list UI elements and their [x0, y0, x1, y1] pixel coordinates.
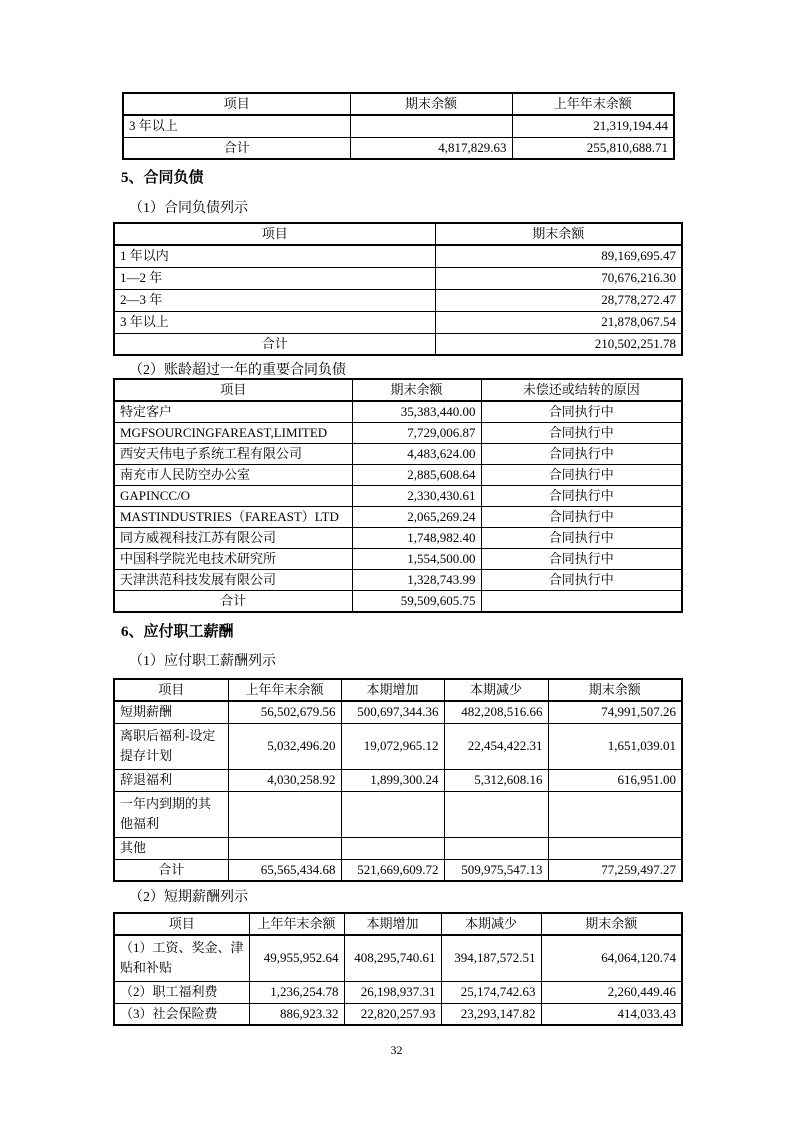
table-row — [114, 401, 682, 423]
header-cell: 项目 — [114, 223, 435, 245]
header-cell: 期末余额 — [350, 93, 512, 115]
header-cell: 上年年末余额 — [249, 913, 344, 935]
table-row — [114, 769, 682, 791]
amount-cell: 49,955,952.64 — [249, 935, 344, 981]
amount-cell: 616,951.00 — [548, 769, 682, 791]
amount-cell: 19,072,965.12 — [341, 723, 444, 769]
table-row — [114, 723, 682, 769]
amount-cell: 500,697,344.36 — [341, 701, 444, 723]
amount-cell — [228, 791, 341, 837]
amount-cell — [548, 791, 682, 837]
header-cell: 本期减少 — [444, 679, 548, 701]
table-row — [114, 837, 682, 859]
table-row — [114, 486, 682, 507]
reason-cell: 合同执行中 — [481, 549, 682, 570]
amount-cell: 2,065,269.24 — [352, 507, 481, 528]
row-label-cell: 3 年以上 — [114, 311, 435, 333]
table-row — [114, 570, 682, 591]
amount-cell: 886,923.32 — [249, 1003, 344, 1025]
amount-cell: 2,885,608.64 — [352, 465, 481, 486]
amount-cell: 5,312,608.16 — [444, 769, 548, 791]
table-row — [114, 311, 682, 333]
reason-cell: 合同执行中 — [481, 423, 682, 444]
amount-cell: 1,554,500.00 — [352, 549, 481, 570]
amount-cell: 521,669,609.72 — [341, 859, 444, 881]
header-cell: 项目 — [114, 913, 249, 935]
amount-cell — [341, 837, 444, 859]
amount-cell: 5,032,496.20 — [228, 723, 341, 769]
row-label-cell: 天津洪范科技发展有限公司 — [114, 570, 352, 591]
row-label-cell: GAPINCC/O — [114, 486, 352, 507]
amount-cell: 4,030,258.92 — [228, 769, 341, 791]
amount-cell: 65,565,434.68 — [228, 859, 341, 881]
reason-cell: 合同执行中 — [481, 465, 682, 486]
amount-cell — [341, 791, 444, 837]
amount-cell: 22,820,257.93 — [344, 1003, 441, 1025]
header-cell: 上年年末余额 — [512, 93, 674, 115]
amount-cell: 1,899,300.24 — [341, 769, 444, 791]
row-label-cell: 短期薪酬 — [114, 701, 228, 723]
row-label-cell: 合计 — [114, 333, 435, 355]
amount-cell: 1,651,039.01 — [548, 723, 682, 769]
table-row — [123, 115, 674, 137]
table-row — [114, 465, 682, 486]
table-row — [114, 267, 682, 289]
amount-cell: 70,676,216.30 — [435, 267, 682, 289]
row-label-cell: MGFSOURCINGFAREAST,LIMITED — [114, 423, 352, 444]
reason-cell: 合同执行中 — [481, 528, 682, 549]
row-label-cell: 一年内到期的其他福利 — [114, 791, 228, 837]
amount-cell: 2,260,449.46 — [541, 981, 682, 1003]
amount-cell: 23,293,147.82 — [441, 1003, 541, 1025]
page-number: 32 — [390, 1043, 403, 1057]
header-cell: 项目 — [114, 679, 228, 701]
table-total-row — [114, 333, 682, 355]
amount-cell: 4,817,829.63 — [350, 137, 512, 159]
amount-cell: 1,748,982.40 — [352, 528, 481, 549]
table-row — [114, 444, 682, 465]
table-header-row — [123, 93, 674, 115]
table-total-row — [123, 137, 674, 159]
table-row — [114, 245, 682, 267]
row-label-cell: 合计 — [123, 137, 350, 159]
section-5-heading: 5、合同负债 — [121, 170, 204, 186]
row-label-cell: 辞退福利 — [114, 769, 228, 791]
header-cell: 期末余额 — [352, 379, 481, 401]
row-label-cell: 1 年以内 — [114, 245, 435, 267]
row-label-cell: （1）工资、奖金、津贴和补贴 — [114, 935, 249, 981]
header-cell: 本期增加 — [341, 679, 444, 701]
header-cell: 期末余额 — [548, 679, 682, 701]
table-row — [114, 1003, 682, 1025]
amount-cell: 1,236,254.78 — [249, 981, 344, 1003]
row-label-cell: 特定客户 — [114, 401, 352, 423]
row-label-cell: 中国科学院光电技术研究所 — [114, 549, 352, 570]
row-label-cell: 合计 — [114, 859, 228, 881]
table-row — [114, 701, 682, 723]
amount-cell: 482,208,516.66 — [444, 701, 548, 723]
header-cell: 本期减少 — [441, 913, 541, 935]
row-label-cell: MASTINDUSTRIES（FAREAST）LTD — [114, 507, 352, 528]
amount-cell: 26,198,937.31 — [344, 981, 441, 1003]
table-header-row — [114, 379, 682, 401]
header-cell: 本期增加 — [344, 913, 441, 935]
reason-cell: 合同执行中 — [481, 444, 682, 465]
table-header-row — [114, 679, 682, 701]
header-cell: 项目 — [114, 379, 352, 401]
header-cell: 期末余额 — [541, 913, 682, 935]
table-header-row — [114, 913, 682, 935]
row-label-cell: 1—2 年 — [114, 267, 435, 289]
amount-cell: 35,383,440.00 — [352, 401, 481, 423]
amount-cell: 414,033.43 — [541, 1003, 682, 1025]
row-label-cell: （2）职工福利费 — [114, 981, 249, 1003]
amount-cell: 210,502,251.78 — [435, 333, 682, 355]
table-row — [114, 791, 682, 837]
row-label-cell: 其他 — [114, 837, 228, 859]
table-row — [114, 935, 682, 981]
amount-cell: 28,778,272.47 — [435, 289, 682, 311]
table-row — [114, 507, 682, 528]
table-row — [114, 289, 682, 311]
amount-cell: 2,330,430.61 — [352, 486, 481, 507]
reason-cell: 合同执行中 — [481, 570, 682, 591]
header-cell: 项目 — [123, 93, 350, 115]
table-contract-liabilities-over-1y — [113, 378, 683, 613]
reason-cell — [481, 591, 682, 613]
reason-cell: 合同执行中 — [481, 486, 682, 507]
table-row — [114, 528, 682, 549]
amount-cell: 509,975,547.13 — [444, 859, 548, 881]
reason-cell: 合同执行中 — [481, 401, 682, 423]
amount-cell — [350, 115, 512, 137]
section-6-heading: 6、应付职工薪酬 — [121, 624, 234, 640]
row-label-cell: 合计 — [114, 591, 352, 613]
amount-cell: 255,810,688.71 — [512, 137, 674, 159]
row-label-cell: （3）社会保险费 — [114, 1003, 249, 1025]
amount-cell — [444, 791, 548, 837]
amount-cell: 25,174,742.63 — [441, 981, 541, 1003]
table-contract-liabilities — [113, 222, 683, 356]
amount-cell — [228, 837, 341, 859]
header-cell: 上年年末余额 — [228, 679, 341, 701]
amount-cell: 89,169,695.47 — [435, 245, 682, 267]
table-row — [114, 981, 682, 1003]
row-label-cell: 3 年以上 — [123, 115, 350, 137]
amount-cell: 394,187,572.51 — [441, 935, 541, 981]
table-short-term-compensation — [113, 912, 683, 1026]
amount-cell: 74,991,507.26 — [548, 701, 682, 723]
section-6-sub-1-heading: （1）应付职工薪酬列示 — [129, 654, 276, 669]
section-6-sub-2-heading: （2）短期薪酬列示 — [129, 890, 248, 905]
amount-cell: 77,259,497.27 — [548, 859, 682, 881]
amount-cell — [444, 837, 548, 859]
amount-cell: 59,509,605.75 — [352, 591, 481, 613]
reason-cell: 合同执行中 — [481, 507, 682, 528]
header-cell: 期末余额 — [435, 223, 682, 245]
table-total-row — [114, 591, 682, 613]
section-5-sub-2-heading: （2）账龄超过一年的重要合同负债 — [129, 363, 346, 378]
amount-cell: 7,729,006.87 — [352, 423, 481, 444]
amount-cell: 56,502,679.56 — [228, 701, 341, 723]
amount-cell — [548, 837, 682, 859]
table-row — [114, 549, 682, 570]
amount-cell: 64,064,120.74 — [541, 935, 682, 981]
table-aging-tail — [122, 92, 675, 160]
row-label-cell: 离职后福利-设定提存计划 — [114, 723, 228, 769]
amount-cell: 21,319,194.44 — [512, 115, 674, 137]
section-5-sub-1-heading: （1）合同负债列示 — [129, 201, 248, 216]
table-total-row — [114, 859, 682, 881]
amount-cell: 22,454,422.31 — [444, 723, 548, 769]
row-label-cell: 同方威视科技江苏有限公司 — [114, 528, 352, 549]
amount-cell: 1,328,743.99 — [352, 570, 481, 591]
table-employee-compensation — [113, 678, 683, 882]
row-label-cell: 2—3 年 — [114, 289, 435, 311]
row-label-cell: 南充市人民防空办公室 — [114, 465, 352, 486]
amount-cell: 21,878,067.54 — [435, 311, 682, 333]
row-label-cell: 西安天伟电子系统工程有限公司 — [114, 444, 352, 465]
amount-cell: 4,483,624.00 — [352, 444, 481, 465]
table-header-row — [114, 223, 682, 245]
table-row — [114, 423, 682, 444]
header-cell: 未偿还或结转的原因 — [481, 379, 682, 401]
amount-cell: 408,295,740.61 — [344, 935, 441, 981]
